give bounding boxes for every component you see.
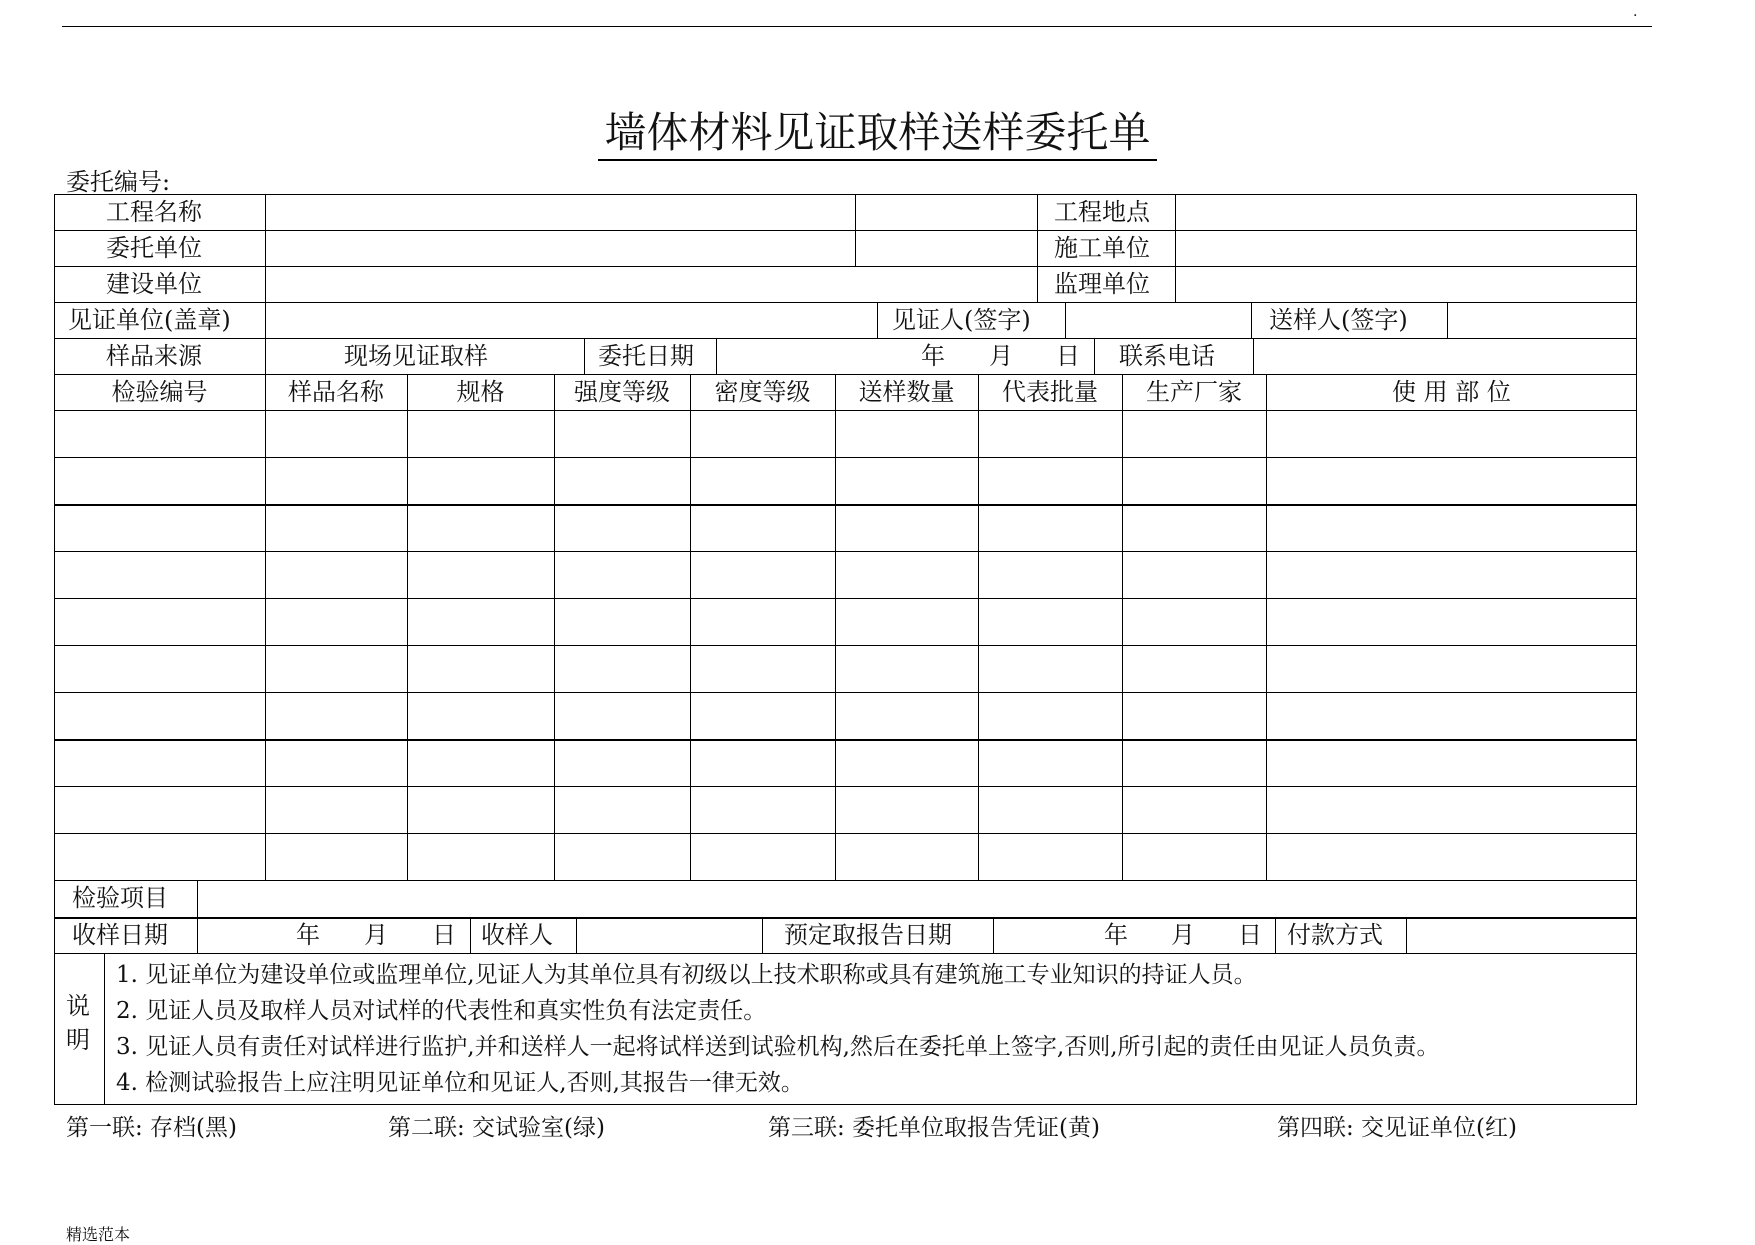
- row-line: [54, 645, 1637, 646]
- col-line: [584, 338, 585, 374]
- sender-sign-label: 送样人(签字): [1269, 306, 1408, 334]
- note-line: 4. 检测试验报告上应注明见证单位和见证人,否则,其报告一律无效。: [116, 1070, 804, 1096]
- row-line: [54, 504, 1637, 506]
- copy-label: 第二联: 交试验室(绿): [388, 1115, 606, 1141]
- row-line: [54, 338, 1637, 339]
- row-line: [54, 598, 1637, 599]
- column-header: 检验编号: [111, 378, 208, 406]
- test-items-label: 检验项目: [72, 884, 168, 912]
- col-line: [716, 338, 717, 374]
- col-line: [1094, 338, 1095, 374]
- col-line: [265, 374, 266, 880]
- construction-unit-label: 施工单位: [1054, 234, 1150, 262]
- column-header: 使 用 部 位: [1392, 378, 1511, 406]
- receive-day: 日: [432, 921, 456, 949]
- date-year: 年: [921, 342, 945, 370]
- col-line: [1251, 302, 1252, 338]
- column-header: 强度等级: [574, 378, 670, 406]
- col-line: [265, 338, 266, 374]
- col-line: [1266, 374, 1267, 880]
- receiver-label: 收样人: [481, 921, 553, 949]
- col-line: [762, 917, 763, 953]
- row-line: [54, 551, 1637, 552]
- col-line: [1175, 194, 1176, 302]
- receive-year: 年: [296, 921, 320, 949]
- col-line: [1065, 302, 1066, 338]
- col-line: [554, 374, 555, 880]
- row-line: [54, 266, 1637, 267]
- payment-label: 付款方式: [1287, 921, 1383, 949]
- col-line: [877, 302, 878, 338]
- date-month: 月: [989, 342, 1013, 370]
- col-line: [1447, 302, 1448, 338]
- witness-unit-label: 见证单位(盖章): [68, 306, 231, 334]
- top-rule: [62, 26, 1652, 27]
- col-line: [197, 917, 198, 953]
- note-line: 2. 见证人员及取样人员对试样的代表性和真实性负有法定责任。: [116, 998, 767, 1024]
- col-line: [1037, 194, 1038, 302]
- report-year: 年: [1104, 921, 1128, 949]
- column-header: 样品名称: [288, 378, 384, 406]
- column-header: 代表批量: [1002, 378, 1098, 406]
- row-line: [54, 880, 1637, 881]
- col-line: [1253, 338, 1254, 374]
- date-day: 日: [1056, 342, 1080, 370]
- notes-label-2: 明: [66, 1026, 90, 1054]
- report-day: 日: [1238, 921, 1262, 949]
- page-title: 墙体材料见证取样送样委托单: [0, 100, 1755, 160]
- sample-source-value: 现场见证取样: [344, 342, 488, 370]
- column-header: 规格: [456, 378, 505, 406]
- witness-sign-label: 见证人(签字): [892, 306, 1031, 334]
- client-unit-label: 委托单位: [106, 234, 202, 262]
- copy-label: 第一联: 存档(黑): [66, 1115, 238, 1141]
- row-line: [54, 410, 1637, 411]
- col-line: [855, 194, 856, 266]
- column-header: 密度等级: [714, 378, 811, 406]
- page-footer: 精选范本: [66, 1225, 131, 1244]
- column-header: 生产厂家: [1146, 378, 1242, 406]
- project-name-label: 工程名称: [106, 198, 202, 226]
- row-line: [54, 230, 1637, 231]
- col-line: [993, 917, 994, 953]
- row-line: [54, 953, 1637, 954]
- col-line: [978, 374, 979, 880]
- note-line: 1. 见证单位为建设单位或监理单位,见证人为其单位具有初级以上技术职称或具有建筑施工专业知识的持证人员。: [116, 962, 1257, 988]
- row-line: [54, 457, 1637, 458]
- row-line: [54, 786, 1637, 787]
- note-line: 3. 见证人员有责任对试样进行监护,并和送样人一起将试样送到试验机构,然后在委托单上签字,否则,所引起的责任由见证人员负责。: [116, 1034, 1440, 1060]
- col-line: [265, 194, 266, 302]
- col-line: [1275, 917, 1276, 953]
- supervision-unit-label: 监理单位: [1054, 270, 1150, 298]
- col-line: [835, 374, 836, 880]
- copy-label: 第三联: 委托单位取报告凭证(黄): [768, 1115, 1101, 1141]
- column-header: 送样数量: [858, 378, 955, 406]
- entrust-date-label: 委托日期: [598, 342, 694, 370]
- corner-mark: .: [1633, 4, 1638, 20]
- row-line: [54, 739, 1637, 741]
- sample-source-label: 样品来源: [106, 342, 202, 370]
- copy-label: 第四联: 交见证单位(红): [1277, 1115, 1518, 1141]
- report-date-label: 预定取报告日期: [784, 921, 952, 949]
- col-line: [576, 917, 577, 953]
- col-line: [690, 374, 691, 880]
- receive-date-label: 收样日期: [72, 921, 168, 949]
- row-line: [54, 692, 1637, 693]
- col-line: [1406, 917, 1407, 953]
- row-line: [54, 833, 1637, 834]
- col-line: [104, 953, 105, 1105]
- notes-label-1: 说: [66, 992, 90, 1020]
- col-line: [197, 880, 198, 917]
- project-location-label: 工程地点: [1054, 198, 1150, 226]
- receive-month: 月: [364, 921, 388, 949]
- col-line: [1122, 374, 1123, 880]
- build-unit-label: 建设单位: [106, 270, 202, 298]
- report-month: 月: [1171, 921, 1195, 949]
- col-line: [265, 302, 266, 338]
- col-line: [407, 374, 408, 880]
- col-line: [470, 917, 471, 953]
- entrust-number-label: 委托编号:: [66, 168, 171, 196]
- contact-phone-label: 联系电话: [1119, 342, 1215, 370]
